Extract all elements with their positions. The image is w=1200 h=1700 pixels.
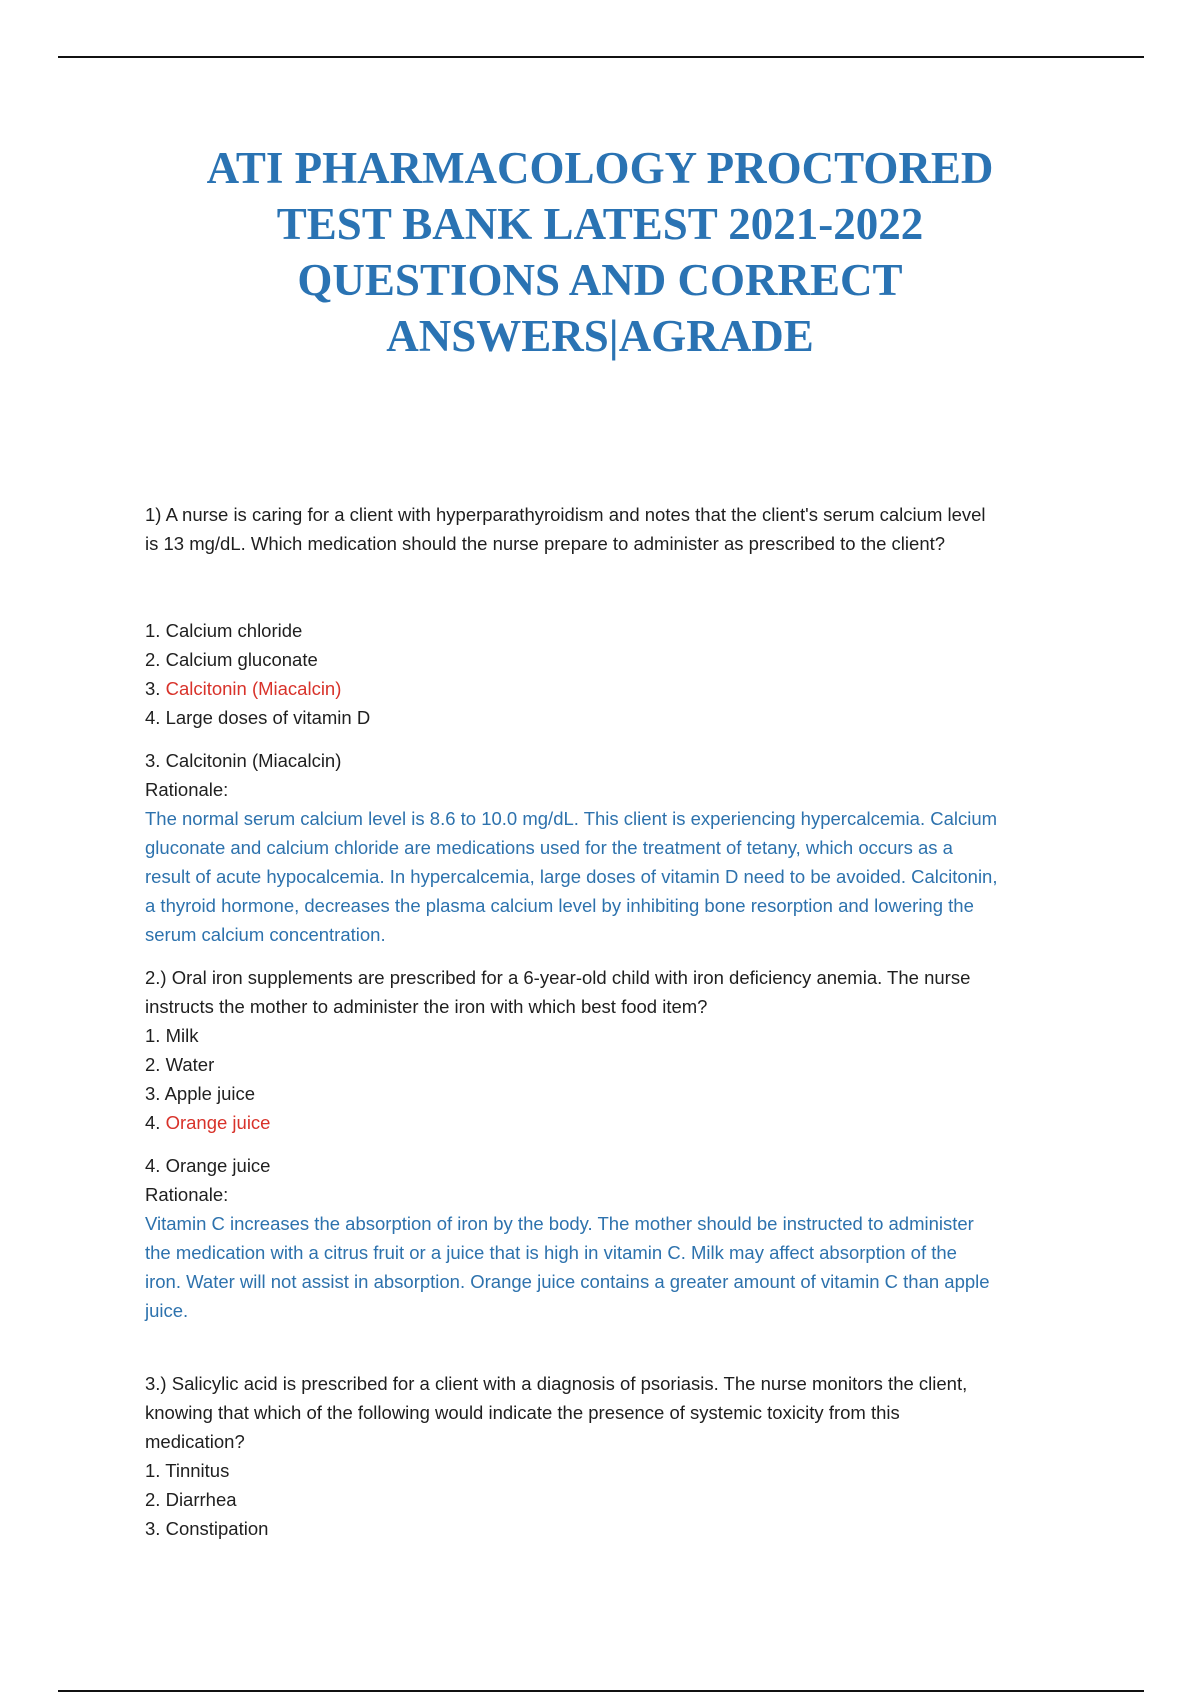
option-list <box>145 1021 1080 1137</box>
option-item: 4. Large doses of vitamin D <box>145 707 371 728</box>
question-1 <box>145 500 1080 949</box>
title-line: ANSWERS|AGRADE <box>386 311 814 361</box>
document-title <box>120 140 1080 364</box>
top-rule <box>58 56 1144 58</box>
rationale-label: Rationale: <box>145 779 229 800</box>
rationale-text: Vitamin C increases the absorption of iron by the body. The mother should be instructed to administer the medication with a citrus fruit or a juice that is high in vitamin C. Milk may affect absorption of the iron. Water will not assist in absorption. Orange juice contains a greater amount of vitamin C than apple juice. <box>145 1213 990 1321</box>
option-list <box>145 1456 1080 1543</box>
option-item: 1. Milk <box>145 1025 199 1046</box>
question-3 <box>145 1369 1080 1543</box>
question-stem-line: knowing that which of the following would indicate the presence of systemic toxicity from this <box>145 1402 900 1423</box>
option-item: 3. Apple juice <box>145 1083 256 1104</box>
option-item: 3. Constipation <box>145 1518 269 1539</box>
title-line: ATI PHARMACOLOGY PROCTORED <box>206 143 994 193</box>
bottom-rule <box>58 1690 1144 1692</box>
question-stem-line: medication? <box>145 1431 245 1452</box>
option-list <box>145 616 1080 732</box>
option-item: 2. Calcium gluconate <box>145 649 318 670</box>
correct-answer: 4. Orange juice <box>145 1155 271 1176</box>
title-line: QUESTIONS AND CORRECT <box>297 255 903 305</box>
title-line: TEST BANK LATEST 2021-2022 <box>276 199 924 249</box>
option-item: 2. Water <box>145 1054 215 1075</box>
option-item: 1. Tinnitus <box>145 1460 230 1481</box>
question-stem-line: is 13 mg/dL. Which medication should the nurse prepare to administer as prescribed to the client? <box>145 533 946 554</box>
option-item-correct: 3. Calcitonin (Miacalcin) <box>145 678 342 699</box>
correct-answer: 3. Calcitonin (Miacalcin) <box>145 750 342 771</box>
option-item-correct: 4. Orange juice <box>145 1112 271 1133</box>
question-stem-line: 3.) Salicylic acid is prescribed for a client with a diagnosis of psoriasis. The nurse monitors the client, <box>145 1373 968 1394</box>
question-stem-line: 1) A nurse is caring for a client with hyperparathyroidism and notes that the client's serum calcium level <box>145 504 986 525</box>
question-2 <box>145 963 1080 1325</box>
document-body <box>145 500 1080 1543</box>
question-stem-line: instructs the mother to administer the iron with which best food item? <box>145 996 708 1017</box>
rationale-label: Rationale: <box>145 1184 229 1205</box>
rationale-text: The normal serum calcium level is 8.6 to 10.0 mg/dL. This client is experiencing hypercalcemia. Calcium gluconate and calcium chloride are medications used for the treatment of tetany, which occurs as a result of acute hypocalcemia. In hypercalcemia, large doses of vitamin D need to be avoided. Calcitonin, a thyroid hormone, decreases the plasma calcium level by inhibiting bone resorption and lowering the serum calcium concentration. <box>145 808 998 945</box>
option-item: 2. Diarrhea <box>145 1489 237 1510</box>
option-item: 1. Calcium chloride <box>145 620 303 641</box>
question-stem-line: 2.) Oral iron supplements are prescribed for a 6-year-old child with iron deficiency anemia. The nurse <box>145 967 971 988</box>
